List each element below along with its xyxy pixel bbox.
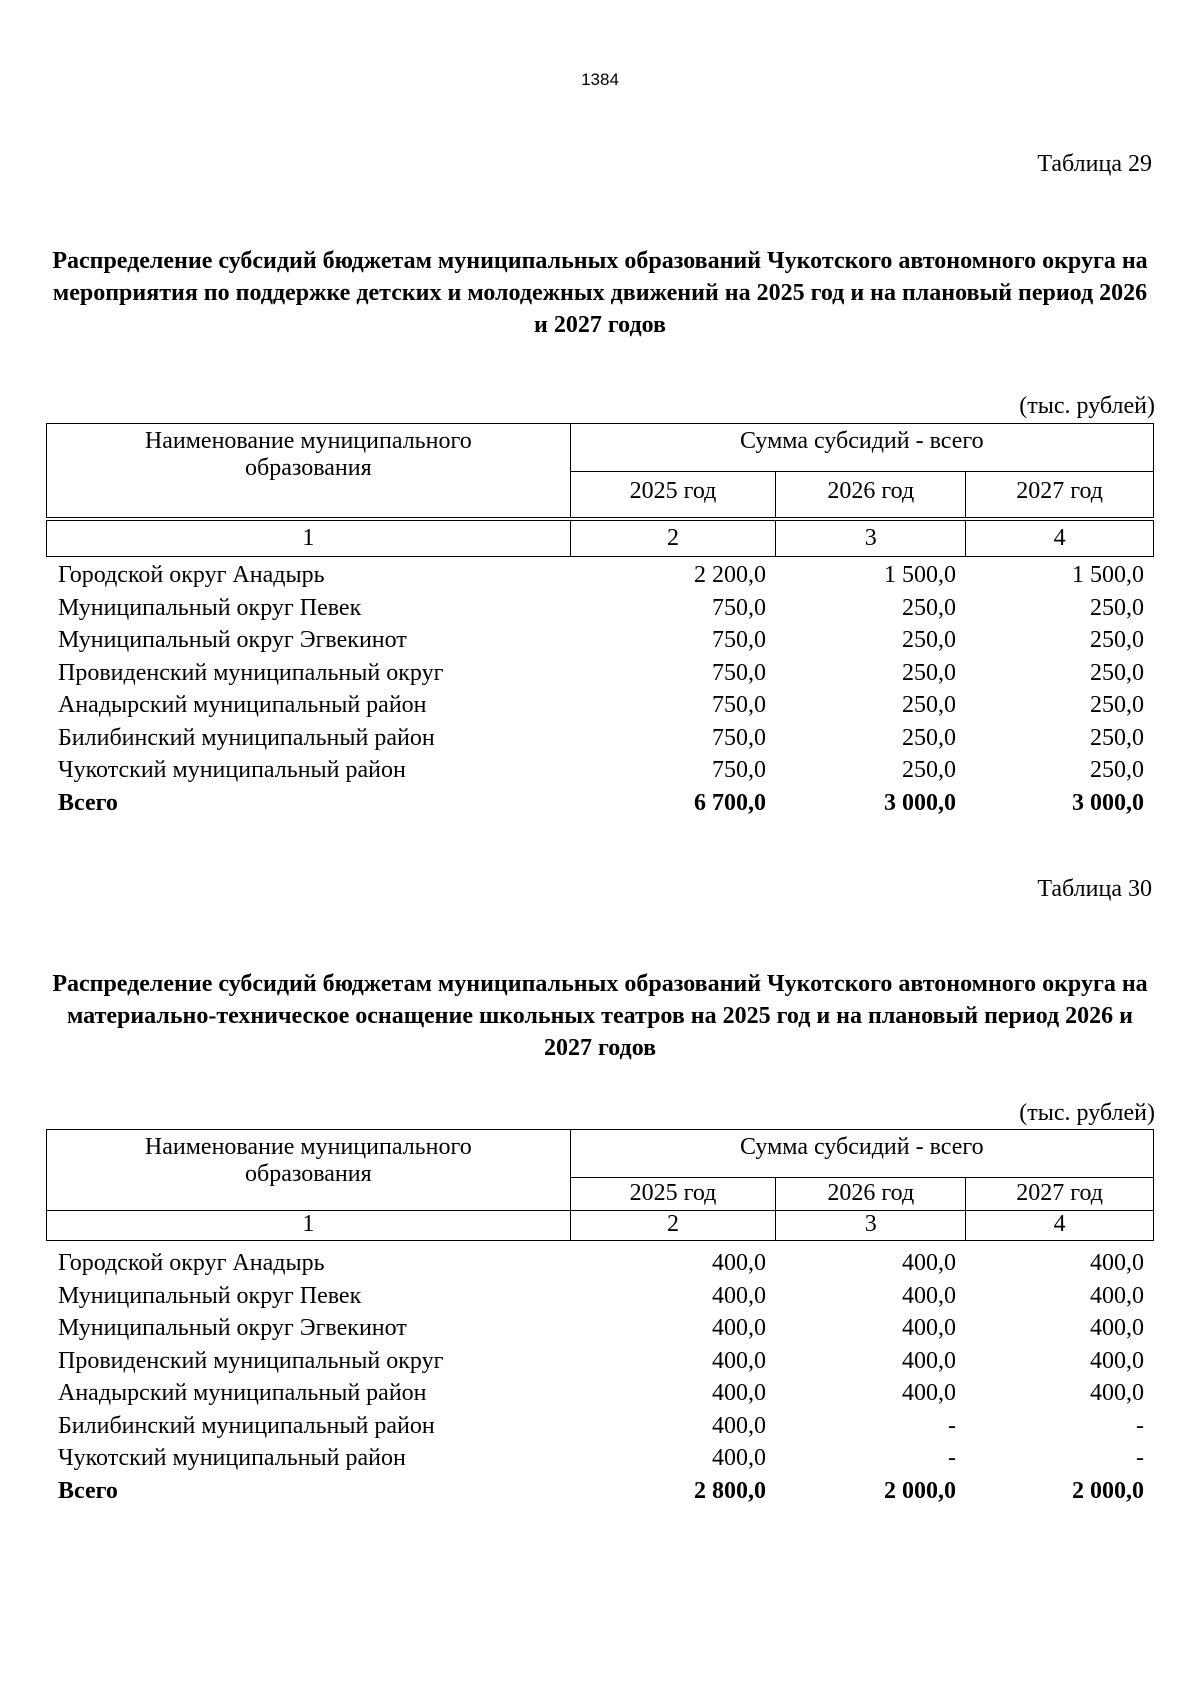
table-29-body	[46, 559, 1154, 819]
value-2027: 250,0	[1090, 627, 1144, 653]
municipality-name: Анадырский муниципальный район	[58, 692, 427, 718]
value-2025: 750,0	[712, 594, 766, 621]
value-2026: 400,0	[902, 1380, 956, 1406]
value-2026: 250,0	[902, 724, 956, 751]
value-2027: 400,0	[1090, 1315, 1144, 1341]
municipality-name: Всего	[58, 1477, 118, 1504]
value-2025: 400,0	[712, 1445, 766, 1471]
table-row	[46, 1410, 1154, 1443]
value-2027: 250,0	[1090, 659, 1144, 686]
name-column-header: Наименование муниципального образования	[47, 1130, 571, 1211]
value-2027: 400,0	[1090, 1250, 1144, 1276]
column-number-3: 3	[776, 1211, 966, 1241]
value-2025: 750,0	[712, 627, 766, 653]
municipality-name: Муниципальный округ Певек	[58, 1282, 362, 1309]
table-row	[46, 722, 1154, 755]
value-2025: 400,0	[712, 1315, 766, 1341]
value-2026: 3 000,0	[884, 789, 956, 816]
municipality-name: Муниципальный округ Эгвекинот	[58, 627, 407, 653]
value-2026: 400,0	[902, 1315, 956, 1341]
table-29-title: Распределение субсидий бюджетам муниципальных образований Чукотского автономного округа на мероприятия по поддержке детских и молодежных движений на 2025 год и на плановый период 2026 и 2027 годов	[52, 248, 1148, 338]
value-2027: 2 000,0	[1072, 1477, 1144, 1504]
year-header-2027: 2027 год	[966, 472, 1154, 518]
municipality-name: Городской округ Анадырь	[58, 1250, 325, 1276]
value-2026: -	[948, 1445, 956, 1471]
value-2025: 400,0	[712, 1412, 766, 1439]
value-2025: 750,0	[712, 692, 766, 718]
value-2026: 250,0	[902, 757, 956, 783]
sum-column-header: Сумма субсидий - всего	[570, 1130, 1153, 1178]
value-2027: 250,0	[1090, 757, 1144, 783]
value-2027: 1 500,0	[1072, 562, 1144, 588]
table-30-body	[46, 1247, 1154, 1507]
municipality-name: Чукотский муниципальный район	[58, 1445, 406, 1471]
value-2026: 400,0	[902, 1282, 956, 1309]
value-2026: 250,0	[902, 594, 956, 621]
municipality-name: Анадырский муниципальный район	[58, 1380, 427, 1406]
total-row	[46, 1475, 1154, 1508]
column-number-2: 2	[570, 521, 776, 557]
municipality-name: Провиденский муниципальный округ	[58, 659, 444, 686]
value-2025: 400,0	[712, 1347, 766, 1374]
column-number-1: 1	[47, 521, 571, 557]
value-2026: 400,0	[902, 1250, 956, 1276]
municipality-name: Билибинский муниципальный район	[58, 724, 435, 751]
table-row	[46, 689, 1154, 722]
municipality-name: Городской округ Анадырь	[58, 562, 325, 588]
value-2025: 400,0	[712, 1250, 766, 1276]
value-2025: 6 700,0	[694, 789, 766, 816]
year-header-2027: 2027 год	[966, 1178, 1154, 1211]
value-2026: -	[948, 1412, 956, 1439]
value-2027: 400,0	[1090, 1282, 1144, 1309]
year-header-2025: 2025 год	[570, 1178, 776, 1211]
table-row	[46, 592, 1154, 625]
value-2027: 250,0	[1090, 594, 1144, 621]
table-row	[46, 1312, 1154, 1345]
table-30-header	[46, 1129, 1154, 1241]
table-29-header	[46, 423, 1154, 557]
year-header-2026: 2026 год	[776, 472, 966, 518]
name-column-header: Наименование муниципального образования	[47, 424, 571, 518]
value-2026: 250,0	[902, 692, 956, 718]
value-2025: 400,0	[712, 1282, 766, 1309]
value-2027: -	[1136, 1412, 1144, 1439]
table-30-title: Распределение субсидий бюджетам муниципальных образований Чукотского автономного округа на материально-техническое оснащение школьных театров на 2025 год и на плановый период 2026 и 2027 годов	[52, 971, 1148, 1061]
value-2025: 750,0	[712, 724, 766, 751]
table-row	[46, 1247, 1154, 1280]
value-2027: 400,0	[1090, 1380, 1144, 1406]
table-row	[46, 754, 1154, 787]
table-row	[46, 559, 1154, 592]
table-30-units: (тыс. рублей)	[1019, 1100, 1155, 1126]
municipality-name: Билибинский муниципальный район	[58, 1412, 435, 1439]
table-row	[46, 1377, 1154, 1410]
value-2026: 250,0	[902, 627, 956, 653]
municipality-name: Чукотский муниципальный район	[58, 757, 406, 783]
value-2027: 3 000,0	[1072, 789, 1144, 816]
year-header-2026: 2026 год	[776, 1178, 966, 1211]
table-row	[46, 1280, 1154, 1313]
municipality-name: Всего	[58, 789, 118, 816]
municipality-name: Муниципальный округ Певек	[58, 594, 362, 621]
table-row	[46, 624, 1154, 657]
page-number: 1384	[581, 70, 619, 89]
value-2025: 2 200,0	[694, 562, 766, 588]
municipality-name: Провиденский муниципальный округ	[58, 1347, 444, 1374]
value-2026: 2 000,0	[884, 1477, 956, 1504]
table-row	[46, 657, 1154, 690]
value-2026: 250,0	[902, 659, 956, 686]
column-number-4: 4	[966, 521, 1154, 557]
municipality-name: Муниципальный округ Эгвекинот	[58, 1315, 407, 1341]
sum-column-header: Сумма субсидий - всего	[570, 424, 1153, 472]
value-2026: 1 500,0	[884, 562, 956, 588]
value-2027: 250,0	[1090, 724, 1144, 751]
column-number-3: 3	[776, 521, 966, 557]
column-number-2: 2	[570, 1211, 776, 1241]
column-number-4: 4	[966, 1211, 1154, 1241]
table-30-label: Таблица 30	[1037, 876, 1152, 902]
value-2026: 400,0	[902, 1347, 956, 1374]
column-number-1: 1	[47, 1211, 571, 1241]
table-29-units: (тыс. рублей)	[1019, 393, 1155, 419]
table-29-label: Таблица 29	[1037, 151, 1152, 177]
total-row	[46, 787, 1154, 820]
value-2025: 2 800,0	[694, 1477, 766, 1504]
table-row	[46, 1442, 1154, 1475]
value-2025: 400,0	[712, 1380, 766, 1406]
value-2025: 750,0	[712, 659, 766, 686]
value-2027: 400,0	[1090, 1347, 1144, 1374]
value-2027: 250,0	[1090, 692, 1144, 718]
value-2027: -	[1136, 1445, 1144, 1471]
table-row	[46, 1345, 1154, 1378]
value-2025: 750,0	[712, 757, 766, 783]
year-header-2025: 2025 год	[570, 472, 776, 518]
